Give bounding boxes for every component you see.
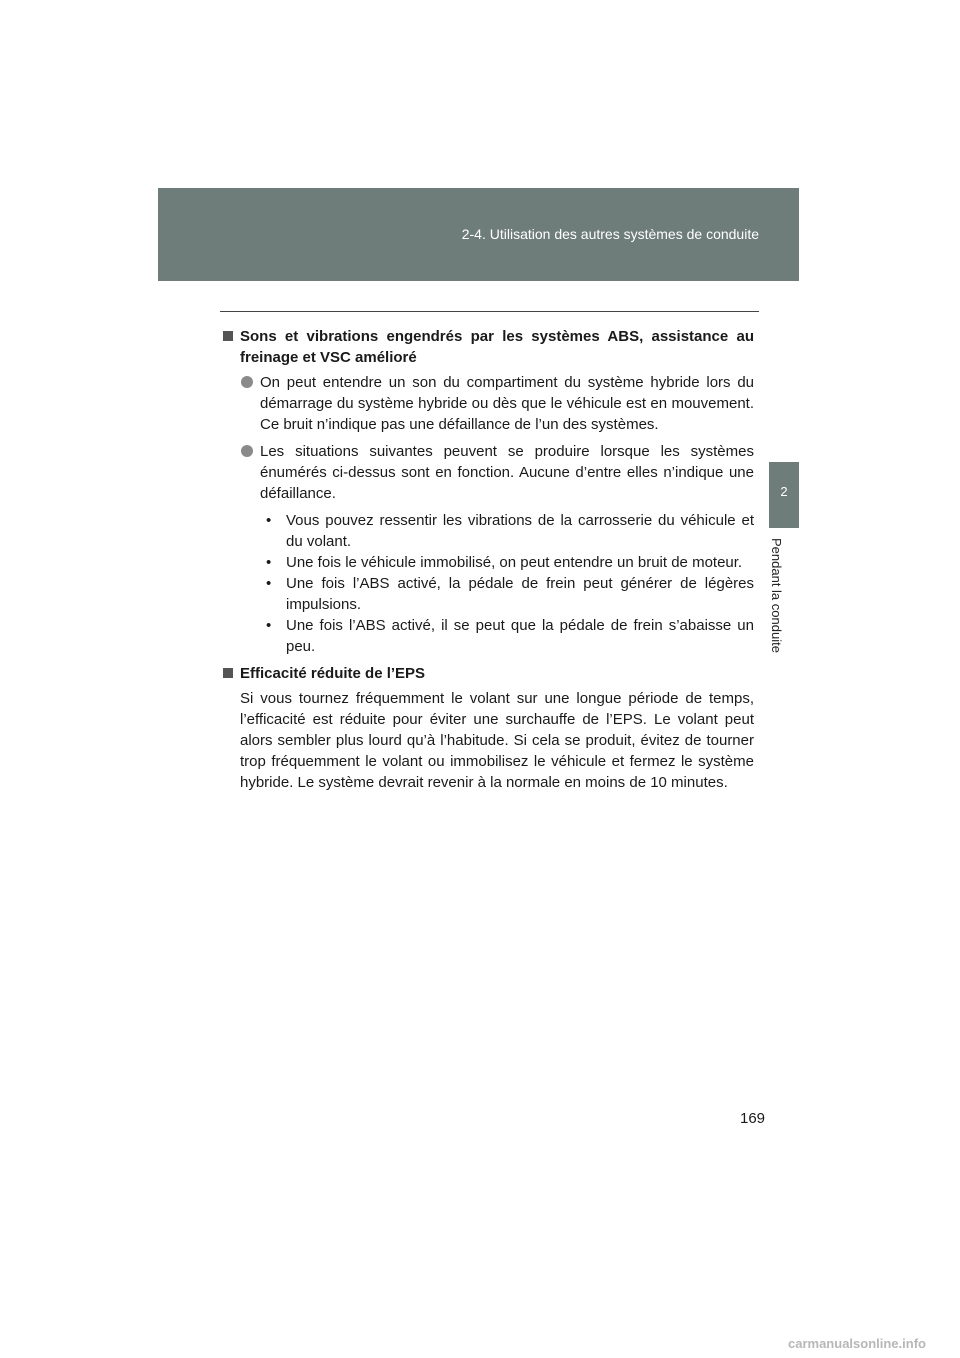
circle-bullet-icon — [241, 376, 253, 388]
chapter-number: 2 — [780, 484, 788, 499]
chapter-label-text: Pendant la conduite — [769, 538, 784, 653]
sub-list-item-text: Une fois l’ABS activé, la pédale de frein peut générer de légères impulsions. — [286, 575, 754, 613]
dot-bullet-icon: • — [266, 554, 272, 571]
dot-bullet-icon: • — [266, 617, 272, 634]
dot-bullet-icon: • — [266, 512, 272, 529]
circle-bullet-icon — [241, 445, 253, 457]
list-item — [240, 372, 754, 435]
section-heading-text: Sons et vibrations engendrés par les systèmes ABS, assistance au freinage et VSC amélioré — [240, 328, 754, 366]
section-heading-text: Efficacité réduite de l’EPS — [240, 665, 426, 682]
list-item-text: Les situations suivantes peuvent se produire lorsque les systèmes énumérés ci-dessus sont en fonction. Aucune d’entre elles n’indique une défaillance. — [260, 443, 754, 502]
chapter-header-band — [158, 188, 799, 281]
sub-list-item — [260, 615, 754, 657]
sub-list-item — [260, 573, 754, 615]
section-heading-abs — [222, 326, 754, 368]
page-number: 169 — [740, 1110, 766, 1127]
sub-list-item-text: Une fois le véhicule immobilisé, on peut entendre un bruit de moteur. — [286, 554, 743, 571]
sub-list-item-text: Une fois l’ABS activé, il se peut que la pédale de frein s’abaisse un peu. — [286, 617, 754, 655]
watermark: carmanualsonline.info — [788, 1336, 926, 1351]
chapter-tab — [769, 462, 799, 528]
square-bullet-icon — [223, 668, 233, 678]
header-rule — [220, 311, 759, 312]
page-content — [222, 326, 754, 793]
section-heading-eps — [222, 663, 754, 684]
list-item — [240, 441, 754, 504]
sub-list-item — [260, 510, 754, 552]
dot-bullet-icon: • — [266, 575, 272, 592]
sub-list-item — [260, 552, 754, 573]
list-item-text: On peut entendre un son du compartiment du système hybride lors du démarrage du système hybride ou dès que le véhicule est en mouvement. Ce bruit n’indique pas une défaillance de l’un des systèmes. — [260, 374, 754, 433]
section-body-eps: Si vous tournez fréquemment le volant sur une longue période de temps, l’efficacité est réduite pour éviter une surchauffe de l’EPS. Le volant peut alors sembler plus lourd qu’à l’habitude. Si cela se produit, évitez de tourner trop fréquemment le volant ou immobilisez le véhicule et fermez le système hybride. Le système devrait revenir à la normale en moins de 10 minutes. — [240, 690, 754, 791]
section-title: 2-4. Utilisation des autres systèmes de conduite — [461, 226, 759, 242]
square-bullet-icon — [223, 331, 233, 341]
sub-list-item-text: Vous pouvez ressentir les vibrations de la carrosserie du véhicule et du volant. — [286, 512, 754, 550]
